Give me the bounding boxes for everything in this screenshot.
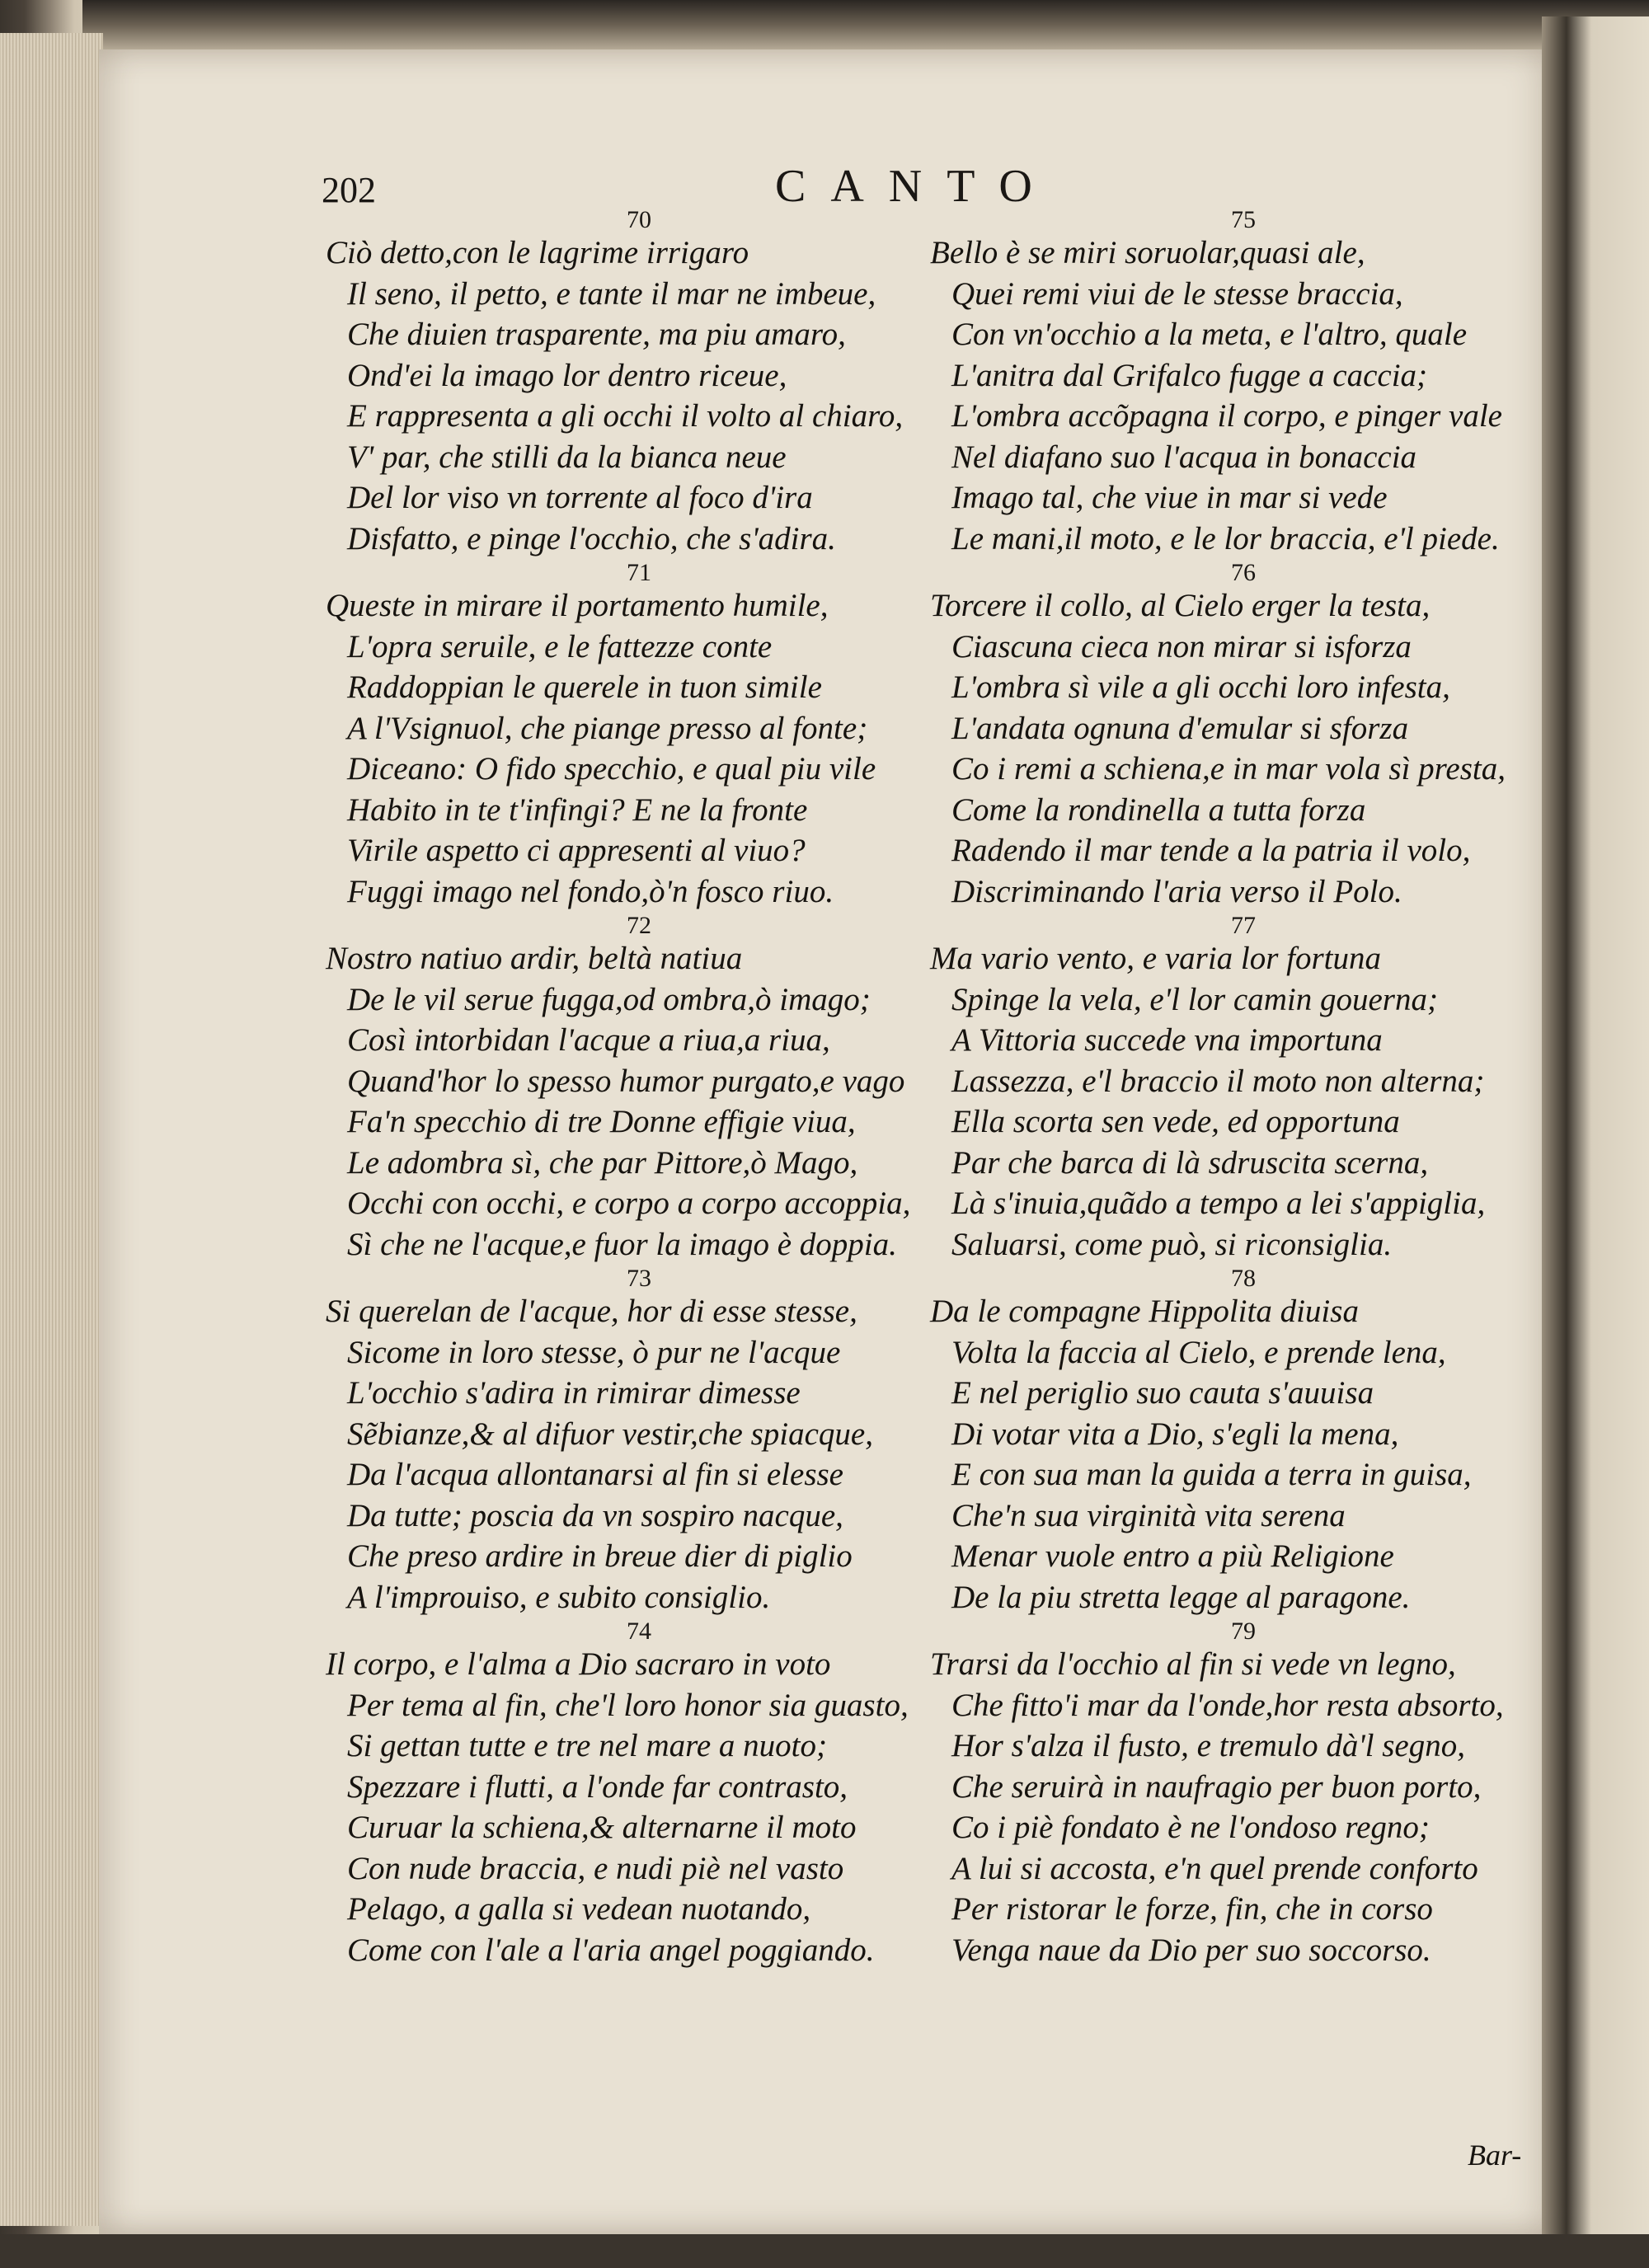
stanza [930,1266,1557,1618]
verse-line: Diceano: O fido specchio, e qual piu vile [347,751,876,787]
verse-line: Così intorbidan l'acque a riua,a riua, [347,1022,830,1058]
verse-line: Ciascuna cieca non mirar si isforza [951,628,1412,664]
verse-line: Da l'acqua allontanarsi al fin si elesse [347,1457,843,1492]
verse-line: Ma vario vento, e varia lor fortuna [930,941,1382,976]
verse-line: Le mani,il moto, e le lor braccia, e'l piede. [951,520,1500,556]
verse-line: Hor s'alza il fusto, e tremulo dà'l segno, [951,1728,1465,1763]
verse-line: A l'improuiso, e subito consiglio. [347,1579,771,1615]
stanza [326,208,952,559]
verse-line: Fuggi imago nel fondo,ò'n fosco riuo. [347,873,834,909]
stanza-number: 78 [1231,1265,1256,1292]
verse-line: Raddoppian le querele in tuon simile [347,669,822,705]
verse-line: Radendo il mar tende a la patria il volo, [951,833,1471,868]
verse-line: Spinge la vela, e'l lor camin gouerna; [951,981,1438,1017]
stanza-number: 79 [1231,1618,1256,1645]
verse-line: De le vil serue fugga,od ombra,ò imago; [347,981,871,1017]
verse-line: Nel diafano suo l'acqua in bonaccia [951,439,1417,475]
verse-line: Là s'inuia,quãdo a tempo a lei s'appiglia, [951,1186,1486,1221]
verse-line: Quei remi viui de le stesse braccia, [951,275,1403,312]
verse-line: A Vittoria succede vna importuna [951,1022,1383,1058]
verse-line: Discriminando l'aria verso il Polo. [951,873,1402,909]
verse-line: Il corpo, e l'alma a Dio sacraro in voto [326,1646,831,1682]
verse-line: Virile aspetto ci appresenti al viuo? [347,833,806,868]
verse-line: V' par, che stilli da la bianca neue [347,439,787,475]
stanza-number: 77 [1231,912,1256,939]
verse-line: E nel periglio suo cauta s'auuisa [951,1375,1374,1411]
verse-line: Da le compagne Hippolita diuisa [930,1294,1359,1329]
verse-line: Habito in te t'infingi? E ne la fronte [347,791,808,828]
verse-line: Che diuien trasparente, ma piu amaro, [347,317,846,352]
verse-line: Ond'ei la imago lor dentro riceue, [347,357,787,393]
verse-line: Il seno, il petto, e tante il mar ne imbeue, [347,275,876,312]
verse-line: Volta la faccia al Cielo, e prende lena, [951,1334,1446,1370]
verse-line: Ciò detto,con le lagrime irrigaro [326,235,749,270]
verse-line: Pelago, a galla si vedean nuotando, [347,1891,811,1927]
verse-line: Imago tal, che viue in mar si vede [951,480,1388,515]
verse-line: Curuar la schiena,& alternarne il moto [347,1810,857,1845]
stanza-number: 73 [627,1265,651,1292]
verse-line: L'occhio s'adira in rimirar dimesse [347,1375,801,1411]
verse-line: De la piu stretta legge al paragone. [951,1579,1411,1615]
verse-line: Che fitto'i mar da l'onde,hor resta absorto, [951,1687,1504,1723]
verse-line: L'opra seruile, e le fattezze conte [347,628,773,664]
verse-line: Spezzare i flutti, a l'onde far contrasto, [347,1768,848,1805]
verse-line: Che seruirà in naufragio per buon porto, [951,1768,1482,1805]
verse-line: Queste in mirare il portamento humile, [326,588,829,623]
verse-line: Per tema al fin, che'l loro honor sia guasto, [347,1687,909,1723]
stanza [930,561,1557,912]
verse-line: Torcere il collo, al Cielo erger la testa, [930,588,1431,623]
running-title: CANTO [775,161,1057,212]
verse-line: Lassezza, e'l braccio il moto non alterna; [951,1063,1485,1099]
book-bottom-edge [0,2234,1649,2268]
stanza-number: 76 [1231,559,1256,586]
verse-line: Si querelan de l'acque, hor di esse stesse, [326,1294,857,1329]
verse-line: Sẽbianze,& al difuor vestir,che spiacque, [347,1416,873,1452]
verse-line: A l'Vsignuol, che piange presso al fonte; [347,710,868,746]
verse-line: Occhi con occhi, e corpo a corpo accoppia, [347,1186,911,1221]
stanza [326,1619,952,1970]
right-column [930,206,1557,1970]
page-number: 202 [322,170,376,210]
verse-line: Disfatto, e pinge l'occhio, che s'adira. [347,520,836,556]
verse-line: Di votar vita a Dio, s'egli la mena, [951,1416,1399,1452]
stanza-number: 71 [627,559,651,586]
verse-line: Come la rondinella a tutta forza [951,791,1366,828]
verse-line: Del lor viso vn torrente al foco d'ira [347,480,813,515]
verse-line: Saluarsi, come può, si riconsiglia. [951,1226,1393,1262]
verse-line: Da tutte; poscia da vn sospiro nacque, [347,1497,843,1533]
stanza-number: 75 [1231,206,1256,233]
verse-line: Bello è se miri soruolar,quasi ale, [930,235,1365,270]
verse-line: Par che barca di là sdruscita scerna, [951,1144,1429,1181]
verse-line: L'andata ognuna d'emular si sforza [951,710,1409,746]
verse-line: Si gettan tutte e tre nel mare a nuoto; [347,1728,827,1763]
page-edges [0,33,103,2226]
verse-line: Fa'n specchio di tre Donne effigie viua, [347,1104,856,1139]
verse-line: Sicome in loro stesse, ò pur ne l'acque [347,1334,841,1370]
verse-line: Menar vuole entro a più Religione [951,1538,1394,1574]
verse-line: Co i piè fondato è ne l'ondoso regno; [951,1810,1430,1845]
stanza [326,561,952,912]
verse-line: Trarsi da l'occhio al fin si vede vn legno, [930,1646,1456,1682]
stanza-number: 72 [627,912,651,939]
verse-line: L'ombra accõpagna il corpo, e pinger vale [951,398,1502,434]
verse-line: Co i remi a schiena,e in mar vola sì presta, [951,751,1506,787]
verse-line: Che'n sua virginità vita serena [951,1497,1346,1533]
catchword: Bar- [1468,2139,1522,2172]
verse-line: E con sua man la guida a terra in guisa, [951,1457,1472,1492]
stanza [930,1619,1557,1970]
verse-line: Come con l'ale a l'aria angel poggiando. [347,1932,875,1968]
stanza [326,913,952,1265]
verse-line: Che preso ardire in breue dier di piglio [347,1538,853,1574]
stanza [930,208,1557,559]
verse-line: A lui si accosta, e'n quel prende conforto [951,1850,1478,1886]
verse-line: Sì che ne l'acque,e fuor la imago è doppia. [347,1226,897,1262]
verse-line: L'ombra sì vile a gli occhi loro infesta, [951,669,1450,705]
verse-line: Con vn'occhio a la meta, e l'altro, quale [951,317,1468,352]
verse-line: Quand'hor lo spesso humor purgato,e vago [347,1063,905,1099]
verse-line: Con nude braccia, e nudi piè nel vasto [347,1850,844,1886]
left-column [326,206,952,1970]
verse-line: Le adombra sì, che par Pittore,ò Mago, [347,1144,858,1181]
verse-line: Ella scorta sen vede, ed opportuna [951,1104,1400,1139]
stanza [930,913,1557,1265]
stanza-number: 70 [627,206,651,233]
stanza-number: 74 [627,1618,651,1645]
verse-line: L'anitra dal Grifalco fugge a caccia; [951,357,1428,393]
stanza [326,1266,952,1618]
verse-line: Venga naue da Dio per suo soccorso. [951,1932,1431,1968]
verse-line: E rappresenta a gli occhi il volto al chiaro, [347,398,904,434]
verse-line: Per ristorar le forze, fin, che in corso [951,1891,1433,1927]
verse-line: Nostro natiuo ardir, beltà natiua [326,941,743,976]
book-top-edge [82,0,1649,51]
book-gutter [1542,16,1649,2268]
